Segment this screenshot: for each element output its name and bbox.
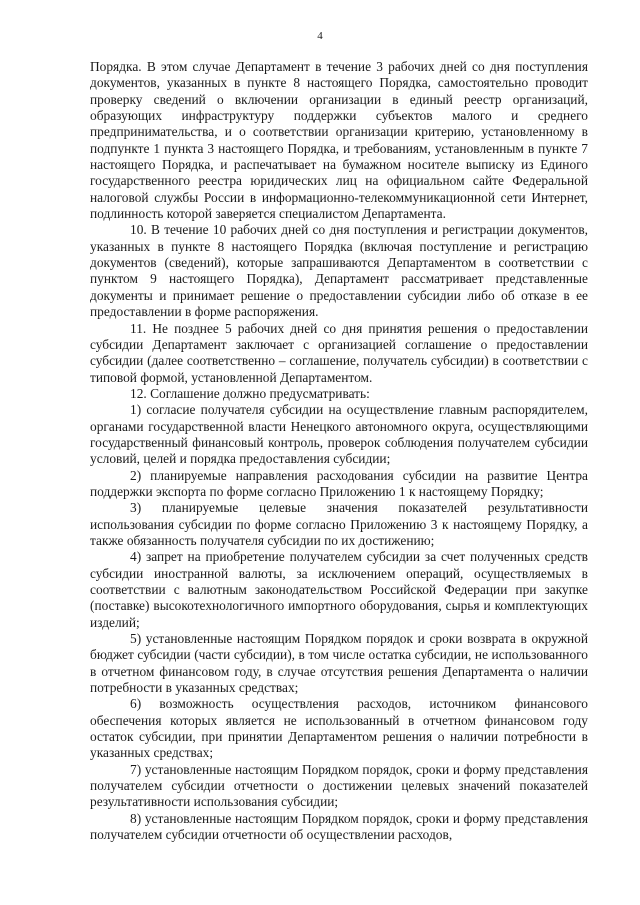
subitem-1: 1) согласие получателя субсидии на осуществление главным распорядителем, органами государственной власти Ненецкого автономного округа, осуществляющими государственный финансовый контроль, проверок соблюдения получателем субсидии условий, целей и порядка предоставления субсидии;: [90, 402, 588, 467]
paragraph-item-12-heading: 12. Соглашение должно предусматривать:: [130, 385, 370, 401]
document-body: [90, 59, 588, 844]
paragraph-item-11: 11. Не позднее 5 рабочих дней со дня принятия решения о предоставлении субсидии Департамент заключает с организацией соглашение о предоставлении субсидии (далее соответственно – соглашение, получатель субсидии) в соответствии с типовой формой, установленной Департаментом.: [90, 320, 588, 385]
subitem-6: 6) возможность осуществления расходов, источником финансового обеспечения которых является не использованный в отчетном финансовом году остаток субсидии, при принятии Департаментом решения о наличии потребности в указанных средствах;: [90, 696, 588, 761]
subitem-7: 7) установленные настоящим Порядком порядок, сроки и форму представления получателем субсидии отчетности о достижении целевых значений показателей результативности использования субсидии;: [90, 761, 588, 810]
page-number: 4: [317, 30, 323, 42]
paragraph-continuation: Порядка. В этом случае Департамент в течение 3 рабочих дней со дня поступления документов, указанных в пункте 8 настоящего Порядка, самостоятельно проводит проверку сведений о включении организации в единый реестр организаций, образующих инфраструктуру поддержки субъектов малого и среднего предпринимательства, и о соответствии организации критерию, установленному в подпункте 1 пункта 3 настоящего Порядка, и требованиям, установленным в пункте 7 настоящего Порядка, и распечатывает на бумажном носителе выписку из Единого государственного реестра юридических лиц на официальном сайте Федеральной налоговой службы России в информационно-телекоммуникационной сети Интернет, подлинность которой заверяется специалистом Департамента.: [90, 59, 588, 222]
subitem-8: 8) установленные настоящим Порядком порядок, сроки и форму представления получателем субсидии отчетности об осуществлении расходов,: [90, 810, 588, 843]
subitem-2: 2) планируемые направления расходования субсидии на развитие Центра поддержки экспорта по форме согласно Приложению 1 к настоящему Порядку;: [90, 467, 588, 499]
subitem-4: 4) запрет на приобретение получателем субсидии за счет полученных средств субсидии иностранной валюты, за исключением операций, осуществляемых в соответствии с валютным законодательством Российской Федерации при закупке (поставке) высокотехнологичного импортного оборудования, сырья и комплектующих изделий;: [90, 549, 588, 630]
subitem-3: 3) планируемые целевые значения показателей результативности использования субсидии по форме согласно Приложению 3 к настоящему Порядку, а также обязанность получателя субсидии по их достижению;: [90, 500, 588, 548]
paragraph-item-10: 10. В течение 10 рабочих дней со дня поступления и регистрации документов, указанных в пункте 8 настоящего Порядка (включая поступление и регистрацию документов (сведений), которые запрашиваются Департаментом в соответствии с пунктом 9 настоящего Порядка), Департамент рассматривает представленные документы и принимает решение о предоставлении субсидии либо об отказе в ее предоставлении в форме распоряжения.: [90, 222, 588, 320]
subitem-5: 5) установленные настоящим Порядком порядок и сроки возврата в окружной бюджет субсидии (части субсидии), в том числе остатка субсидии, не использованного в отчетном финансовом году, в случае отсутствия решения Департамента о наличии потребности в указанных средствах;: [90, 631, 588, 696]
